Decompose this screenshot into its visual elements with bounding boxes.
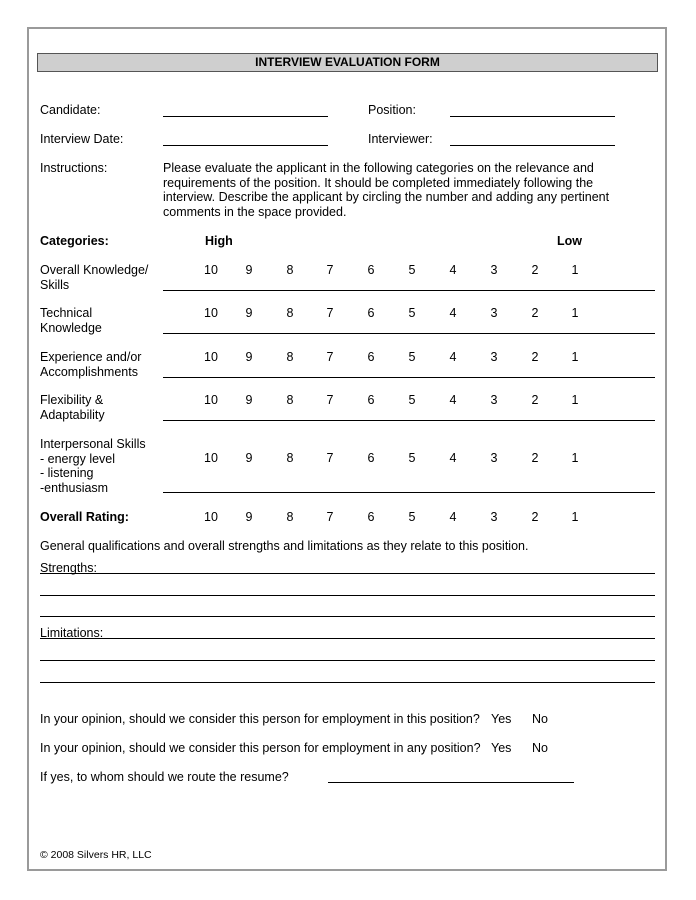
rating-option[interactable]: 2	[531, 306, 539, 320]
form-title: INTERVIEW EVALUATION FORM	[37, 53, 658, 72]
rating-option[interactable]: 7	[326, 263, 334, 277]
interview-date-label: Interview Date:	[40, 132, 124, 146]
category-label	[40, 263, 148, 292]
rating-option[interactable]: 1	[571, 451, 579, 465]
categories-header: Categories:	[40, 234, 109, 248]
category-label-line: Skills	[40, 277, 70, 292]
yes-option[interactable]: Yes	[491, 741, 512, 755]
rating-option[interactable]: 3	[490, 263, 498, 277]
question-this-position: In your opinion, should we consider this person for employment in this position?	[40, 712, 480, 726]
category-label-line: Technical	[40, 306, 93, 320]
rating-option[interactable]: 10	[204, 393, 218, 407]
rating-option[interactable]: 5	[408, 350, 416, 364]
rating-option[interactable]: 2	[531, 350, 539, 364]
strengths-label: Strengths:	[40, 561, 97, 575]
rating-option[interactable]: 4	[449, 263, 457, 277]
category-label-line: Knowledge	[40, 320, 102, 335]
high-label: High	[205, 234, 233, 248]
category-comment-line[interactable]	[163, 290, 655, 291]
no-option[interactable]: No	[532, 712, 548, 726]
interviewer-field[interactable]	[450, 145, 615, 146]
no-option[interactable]: No	[532, 741, 548, 755]
instructions-text: Please evaluate the applicant in the following categories on the relevance and requirements of the position. It should be completed immediately following the interview. Describe the applicant by circling the number and adding any pertinent comments in the space provided.	[163, 161, 610, 219]
rating-option[interactable]: 6	[367, 263, 375, 277]
category-label-line: Experience and/or	[40, 350, 142, 364]
rating-option[interactable]: 5	[408, 451, 416, 465]
question-route-resume: If yes, to whom should we route the resume?	[40, 770, 289, 784]
rating-option[interactable]: 6	[367, 306, 375, 320]
overall-rating-option[interactable]: 9	[245, 510, 253, 524]
position-label: Position:	[368, 103, 416, 117]
rating-option[interactable]: 4	[449, 393, 457, 407]
rating-option[interactable]: 7	[326, 350, 334, 364]
rating-option[interactable]: 4	[449, 350, 457, 364]
category-label-line: - listening	[40, 466, 94, 481]
category-label-line: Adaptability	[40, 407, 105, 422]
rating-option[interactable]: 5	[408, 263, 416, 277]
candidate-field[interactable]	[163, 116, 328, 117]
interview-date-field[interactable]	[163, 145, 328, 146]
rating-option[interactable]: 1	[571, 393, 579, 407]
category-label-line: -enthusiasm	[40, 480, 109, 495]
rating-option[interactable]: 7	[326, 306, 334, 320]
overall-rating-option[interactable]: 8	[286, 510, 294, 524]
rating-option[interactable]: 9	[245, 306, 253, 320]
category-label-line: Overall Knowledge/	[40, 263, 149, 277]
rating-option[interactable]: 9	[245, 263, 253, 277]
rating-option[interactable]: 4	[449, 451, 457, 465]
rating-option[interactable]: 7	[326, 451, 334, 465]
low-label: Low	[557, 234, 582, 248]
rating-option[interactable]: 2	[531, 451, 539, 465]
strengths-line[interactable]	[40, 595, 655, 596]
category-label-line: Flexibility &	[40, 393, 104, 407]
rating-option[interactable]: 6	[367, 393, 375, 407]
category-label	[40, 350, 141, 379]
limitations-label: Limitations:	[40, 626, 104, 640]
category-label	[40, 437, 146, 495]
question-any-position: In your opinion, should we consider this person for employment in any position?	[40, 741, 481, 755]
rating-option[interactable]: 10	[204, 451, 218, 465]
overall-rating-label: Overall Rating:	[40, 510, 129, 524]
overall-rating-option[interactable]: 7	[326, 510, 334, 524]
category-label	[40, 306, 102, 335]
interviewer-label: Interviewer:	[368, 132, 433, 146]
rating-option[interactable]: 8	[286, 263, 294, 277]
rating-option[interactable]: 2	[531, 393, 539, 407]
overall-rating-option[interactable]: 6	[367, 510, 375, 524]
rating-option[interactable]: 9	[245, 393, 253, 407]
candidate-label: Candidate:	[40, 103, 101, 117]
category-comment-line[interactable]	[163, 492, 655, 493]
position-field[interactable]	[450, 116, 615, 117]
rating-option[interactable]: 1	[571, 263, 579, 277]
strengths-line[interactable]	[40, 616, 655, 617]
instructions-label: Instructions:	[40, 161, 108, 175]
strengths-line[interactable]	[40, 573, 655, 574]
category-label	[40, 393, 105, 422]
limitations-line[interactable]	[40, 682, 655, 683]
rating-option[interactable]: 5	[408, 306, 416, 320]
rating-option[interactable]: 3	[490, 306, 498, 320]
overall-rating-option[interactable]: 2	[531, 510, 539, 524]
limitations-line[interactable]	[40, 660, 655, 661]
rating-option[interactable]: 9	[245, 451, 253, 465]
category-label-line: Interpersonal Skills	[40, 437, 146, 451]
overall-rating-option[interactable]: 10	[204, 510, 218, 524]
rating-option[interactable]: 1	[571, 350, 579, 364]
rating-option[interactable]: 4	[449, 306, 457, 320]
rating-option[interactable]: 1	[571, 306, 579, 320]
route-resume-field[interactable]	[328, 782, 574, 783]
rating-option[interactable]: 6	[367, 451, 375, 465]
yes-option[interactable]: Yes	[491, 712, 512, 726]
rating-option[interactable]: 10	[204, 263, 218, 277]
rating-option[interactable]: 10	[204, 350, 218, 364]
general-text: General qualifications and overall strengths and limitations as they relate to this position.	[40, 539, 529, 553]
rating-option[interactable]: 8	[286, 393, 294, 407]
copyright: © 2008 Silvers HR, LLC	[40, 849, 152, 861]
category-comment-line[interactable]	[163, 377, 655, 378]
overall-rating-option[interactable]: 4	[449, 510, 457, 524]
rating-option[interactable]: 3	[490, 350, 498, 364]
rating-option[interactable]: 6	[367, 350, 375, 364]
rating-option[interactable]: 8	[286, 306, 294, 320]
rating-option[interactable]: 5	[408, 393, 416, 407]
rating-option[interactable]: 8	[286, 350, 294, 364]
rating-option[interactable]: 10	[204, 306, 218, 320]
rating-option[interactable]: 7	[326, 393, 334, 407]
rating-option[interactable]: 3	[490, 393, 498, 407]
limitations-line[interactable]	[40, 638, 655, 639]
overall-rating-option[interactable]: 1	[571, 510, 579, 524]
rating-option[interactable]: 2	[531, 263, 539, 277]
category-comment-line[interactable]	[163, 420, 655, 421]
rating-option[interactable]: 8	[286, 451, 294, 465]
category-comment-line[interactable]	[163, 333, 655, 334]
rating-option[interactable]: 9	[245, 350, 253, 364]
category-label-line: Accomplishments	[40, 364, 138, 379]
rating-option[interactable]: 3	[490, 451, 498, 465]
overall-rating-option[interactable]: 3	[490, 510, 498, 524]
overall-rating-option[interactable]: 5	[408, 510, 416, 524]
category-label-line: - energy level	[40, 451, 116, 466]
